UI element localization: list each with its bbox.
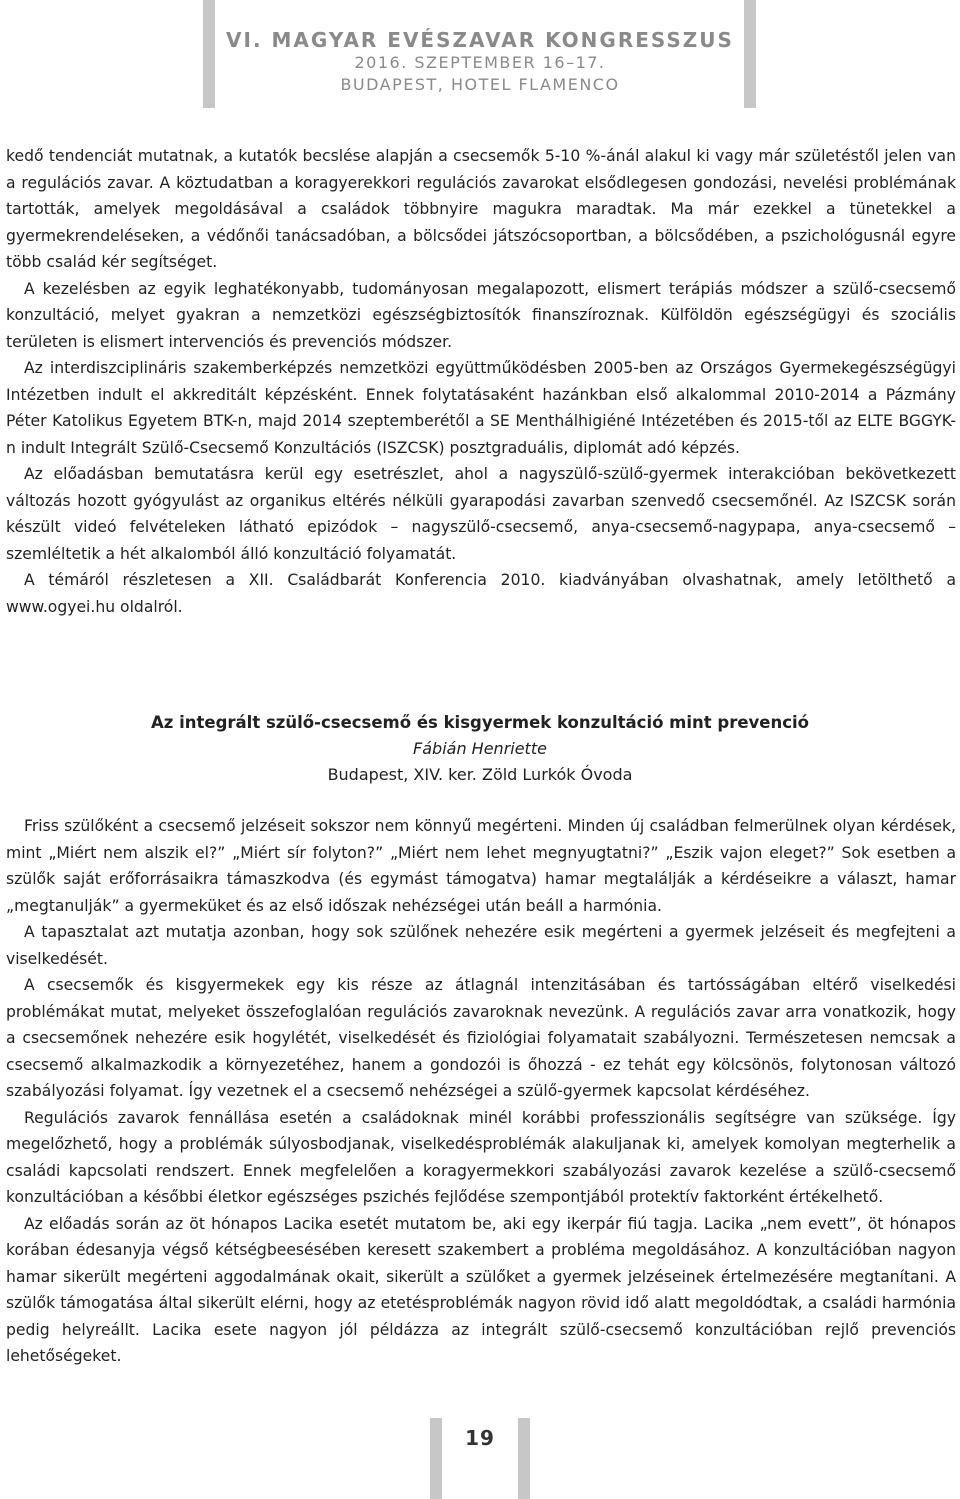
paragraph: Regulációs zavarok fennállása esetén a családoknak minél korábbi professzionális segítségre van szüksége. Így megelőzhető, hogy a problémák súlyosbodjanak, viselkedésproblémák alakuljanak ki, amelyek komolyan megterhelik a családi kapcsolati rendszert. Ennek megfelelően a koragyermekkori szabályozási zavarok kezelése a szülő-csecsemő konzultációban a későbbi életkor egészséges pszichés fejlődése szempontjából protektív faktorként értékelhető. bbox=[6, 1108, 956, 1206]
paragraph: A tapasztalat azt mutatja azonban, hogy sok szülőnek nehezére esik megérteni a gyermek jelzéseit és megfejteni a viselkedését. bbox=[6, 923, 956, 968]
paragraph: A csecsemők és kisgyermekek egy kis része az átlagnál intenzitásában és tartósságában eltérő viselkedési problémákat mutat, melyeket összefoglalóan regulációs zavaroknak nevezünk. A regulációs zavar arra vonatkozik, hogy a csecsemőnek nehezére esik hogylétét, viselkedését és fiziológiai folyamatait szabályozni. Természetesen nemcsak a csecsemő alkalmazkodik a környezetéhez, hanem a gondozói is őhozzá - ez tehát egy kölcsönös, folytonosan változó szabályozási folyamat. Így vezetnek el a csecsemő nehézségei a szülő-gyermek kapcsolat kérdéséhez. bbox=[6, 976, 956, 1100]
article-author: Fábián Henriette bbox=[413, 739, 547, 758]
article-body bbox=[6, 813, 956, 1370]
paragraph: Az előadás során az öt hónapos Lacika esetét mutatom be, aki egy ikerpár fiú tagja. Lacika „nem evett”, öt hónapos korában édesanyja végső kétségbeesésében keresett szakembert a probléma megoldásához. A konzultációban nagyon hamar sikerült megérteni aggodalmának okait, sikerült a szülőket a gyermek jelzéseinek értelmezésére megtanítani. A szülők támogatása által sikerült elérni, hogy az etetésproblémák nagyon rövid idő alatt megoldódtak, a családi harmónia pedig helyreállt. Lacika esete nagyon jól példázza az integrált szülő-csecsemő konzultációban rejlő prevenciós lehetőségeket. bbox=[6, 1214, 956, 1365]
paragraph: A kezelésben az egyik leghatékonyabb, tudományosan megalapozott, elismert terápiás módszer a szülő-csecsemő konzultáció, melyet gyakran a nemzetközi egészségbiztosítók finanszíroznak. Külföldön egészségügyi és szociális területen is elismert intervenciós és prevenciós módszer. bbox=[6, 279, 956, 351]
page-number: 19 bbox=[465, 1426, 495, 1450]
continued-article-body bbox=[6, 143, 956, 620]
conference-title: VI. MAGYAR EVÉSZAVAR KONGRESSZUS bbox=[226, 28, 734, 52]
paragraph: Friss szülőként a csecsemő jelzéseit sokszor nem könnyű megérteni. Minden új családban felmerülnek olyan kérdések, mint „Miért nem alszik el?” „Miért sír folyton?” „Miért nem lehet megnyugtatni?” „Eszik vajon eleget?” Sok esetben a szülők saját erőforrásaikra támaszkodva (és egymást támogatva) hamar megtalálják a kérdéseikre a választ, hamar „megtanulják” a gyermeküket és az első időszak nehézségei után beáll a harmónia. bbox=[6, 817, 956, 915]
footer-bar-left bbox=[430, 1418, 442, 1499]
paragraph: Az interdiszciplináris szakemberképzés nemzetközi együttműködésben 2005-ben az Országos Gyermekegészségügyi Intézetben indult el akkreditált képzésként. Ennek folytatásaként hazánkban első alkalommal 2010-2014 a Pázmány Péter Katolikus Egyetem BTK-n, majd 2014 szeptemberétől a SE Menthálhigiéné Intézetében és 2015-től az ELTE BGGYK-n indult Integrált Szülő-Csecsemő Konzultációs (ISZCSK) posztgraduális, diplomát adó képzés. bbox=[6, 359, 956, 457]
paragraph: kedő tendenciát mutatnak, a kutatók becslése alapján a csecsemők 5-10 %-ánál alakul ki vagy már születéstől jelen van a regulációs zavar. A köztudatban a koragyerekkori regulációs zavarokat elsődlegesen gondozási, nevelési problémának tartották, amelyek megoldásával a családok többnyire magukra maradtak. Ma már ezekkel a tünetekkel a gyermekrendeléseken, a védőnői tanácsadóban, a bölcsődei játszócsoportban, a bölcsődében, a pszichológusnál egyre több család kér segítséget. bbox=[6, 147, 956, 271]
paragraph: Az előadásban bemutatásra kerül egy esetrészlet, ahol a nagyszülő-szülő-gyermek interakcióban bekövetkezett változás hozott gyógyulást az organikus eltérés nélküli gyarapodási zavarban szenvedő csecsemőnél. Az ISZCSK során készült videó felvételeken látható epizódok – nagyszülő-csecsemő, anya-csecsemő-nagypapa, anya-csecsemő – szemléltetik a hét alkalomból álló konzultáció folyamatát. bbox=[6, 465, 956, 563]
conference-venue: BUDAPEST, HOTEL FLAMENCO bbox=[340, 75, 620, 94]
conference-header bbox=[0, 28, 960, 96]
article-heading bbox=[0, 710, 960, 788]
conference-date: 2016. SZEPTEMBER 16–17. bbox=[354, 53, 606, 72]
article-affiliation: Budapest, XIV. ker. Zöld Lurkók Óvoda bbox=[327, 765, 633, 784]
paragraph: A témáról részletesen a XII. Családbarát Konferencia 2010. kiadványában olvashatnak, amely letölthető a www.ogyei.hu oldalról. bbox=[6, 571, 956, 616]
article-title: Az integrált szülő-csecsemő és kisgyermek konzultáció mint prevenció bbox=[150, 713, 810, 732]
footer-bar-right bbox=[518, 1418, 530, 1499]
